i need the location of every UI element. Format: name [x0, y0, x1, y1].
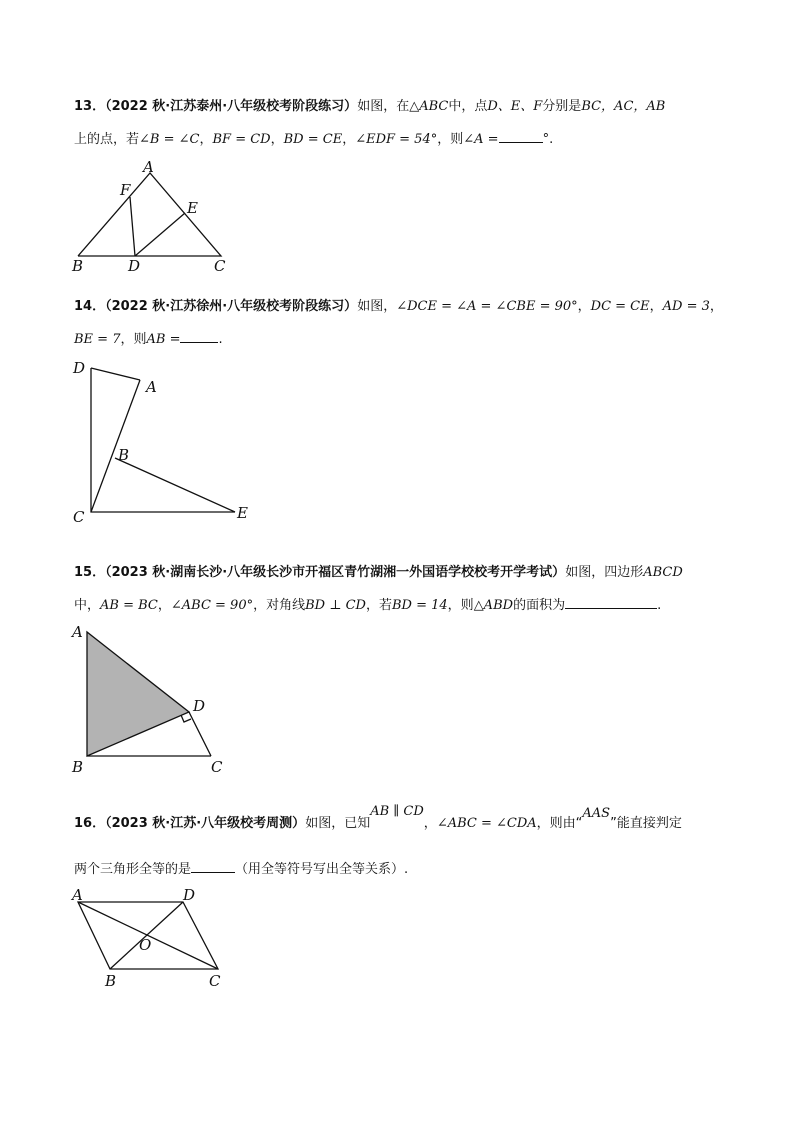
q15-line2: 中，AB = BC，∠ABC = 90°，对角线BD ⊥ CD，若BD = 14，则△ABD的面积为 .: [74, 594, 661, 616]
q13-text: 上的点，若: [74, 132, 140, 147]
q14-label-a: A: [146, 378, 157, 396]
q15-text: ，对角线: [253, 598, 306, 613]
q14-cond1: ∠DCE = ∠A = ∠CBE = 90°: [396, 299, 578, 314]
q15-cond2: ∠ABC = 90°: [170, 598, 254, 613]
q16-label-c: C: [209, 972, 221, 990]
q13-cond3: BD = CE: [283, 132, 343, 147]
q13-text: 如图，在: [357, 99, 410, 114]
q15-cond4: BD = 14: [391, 598, 448, 613]
q13-source: （2022 秋·江苏泰州·八年级校考阶段练习）: [105, 99, 358, 114]
q16-cond1: AB ∥ CD: [370, 804, 424, 819]
q13-label-a: A: [143, 158, 154, 176]
q14-tail: .: [218, 332, 223, 347]
q14-number: 14．: [74, 299, 106, 314]
q13-number: 13．: [74, 99, 106, 114]
q13-tail: °.: [542, 132, 554, 147]
q16-number: 16．: [74, 816, 106, 831]
q13-label-c: C: [214, 257, 226, 275]
q15-label-d: D: [193, 697, 206, 715]
q15-text: 中，: [74, 598, 101, 613]
q15-tail: .: [657, 598, 662, 613]
q16-aas: AAS: [582, 806, 611, 821]
q13-label-f: F: [120, 181, 131, 199]
q16-label-a: A: [72, 886, 83, 904]
q14-text: ，则: [120, 332, 147, 347]
q14-source: （2022 秋·江苏徐州·八年级校考阶段练习）: [105, 299, 358, 314]
q16-label-d: D: [183, 886, 196, 904]
q13-text: ，则: [437, 132, 464, 147]
q16-text: ”能直接判定: [610, 816, 682, 831]
q16-text: ，则由“: [536, 816, 583, 831]
q15-cond3: BD ⊥ CD: [305, 598, 366, 613]
q14-label-c: C: [73, 508, 85, 526]
q14-line1: 14．（2022 秋·江苏徐州·八年级校考阶段练习）如图，∠DCE = ∠A = ∠CBE = 90°，DC = CE，AD = 3，: [74, 299, 723, 314]
q13-label-d: D: [128, 257, 141, 275]
q13-label-b: B: [72, 257, 84, 275]
q15-triangle: △ABD: [473, 598, 514, 613]
q16-text: 两个三角形全等的是: [74, 862, 192, 877]
q16-label-b: B: [105, 972, 117, 990]
q13-label-e: E: [187, 199, 198, 217]
q15-source: （2023 秋·湖南长沙·八年级长沙市开福区青竹湖湘一外国语学校校考开学考试）: [105, 565, 566, 580]
q13-triangle: △ABC: [409, 99, 449, 114]
q13-text: 分别是: [542, 99, 582, 114]
q16-cond2: ∠ABC = ∠CDA: [436, 816, 537, 831]
q13-line2: 上的点，若∠B = ∠C，BF = CD，BD = CE，∠EDF = 54°，则∠A = °.: [74, 128, 553, 150]
q15-number: 15．: [74, 565, 106, 580]
q13-ask: ∠A =: [463, 132, 499, 147]
q16-source: （2023 秋·江苏·八年级校考周测）: [105, 816, 306, 831]
q14-cond3: AD = 3: [662, 299, 710, 314]
q14-cond4: BE = 7: [74, 332, 121, 347]
q16-text: （用全等符号写出全等关系）.: [235, 862, 409, 877]
q15-text: 如图，四边形: [565, 565, 644, 580]
q16-text: 如图，已知: [305, 816, 371, 831]
q15-label-a: A: [72, 623, 83, 641]
q13-cond4: ∠EDF = 54°: [355, 132, 438, 147]
q14-cond2: DC = CE: [590, 299, 650, 314]
q13-cond1: ∠B = ∠C: [139, 132, 200, 147]
q13-cond2: BF = CD: [212, 132, 271, 147]
q16-label-o: O: [139, 936, 152, 954]
q15-text: 的面积为: [513, 598, 566, 613]
q15-label-c: C: [211, 758, 223, 776]
q14-label-b: B: [118, 446, 130, 464]
q13-sides: BC，AC，AB: [581, 99, 666, 114]
q14-label-d: D: [73, 359, 86, 377]
q15-label-b: B: [72, 758, 84, 776]
q13-points: D、E、F: [487, 99, 543, 114]
q14-ask: AB =: [146, 332, 181, 347]
q13-text: 中，点: [448, 99, 488, 114]
q16-line1: 16．（2023 秋·江苏·八年级校考周测）如图，已知AB ∥ CD，∠ABC = ∠CDA，则由“AAS”能直接判定: [74, 804, 682, 831]
q14-label-e: E: [237, 504, 248, 522]
q15-cond1: AB = BC: [100, 598, 158, 613]
q15-quadrilateral: ABCD: [643, 565, 683, 580]
q14-text: 如图，: [357, 299, 397, 314]
q15-text: ，若: [365, 598, 392, 613]
q15-text: ，则: [447, 598, 474, 613]
